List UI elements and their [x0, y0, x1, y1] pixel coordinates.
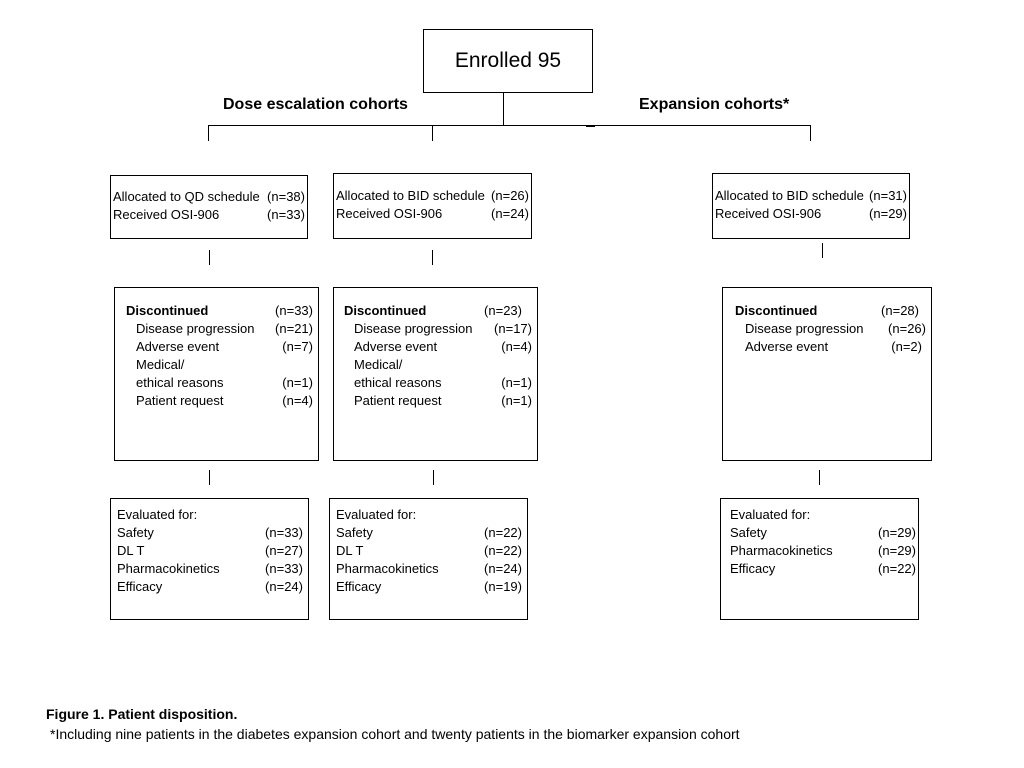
row-label: Medical/ — [136, 357, 185, 372]
connector-exp-disc-to-eval — [819, 470, 820, 485]
figure-caption-title: Figure 1. Patient disposition. — [46, 706, 238, 722]
reason-row — [344, 356, 532, 374]
connector-bid-disc-to-eval — [433, 470, 434, 485]
row-value: (n=29) — [878, 525, 916, 540]
row-label: Safety — [117, 525, 154, 540]
row-label: Pharmacokinetics — [336, 561, 439, 576]
reason-row — [126, 356, 313, 374]
reason-row — [344, 374, 532, 392]
discontinued-header — [735, 302, 926, 320]
row-label: Efficacy — [730, 561, 776, 576]
enrolled-label: Enrolled 95 — [454, 49, 562, 72]
row-label: DL T — [336, 543, 364, 558]
allocation-box-qd — [110, 175, 308, 239]
evaluated-row — [117, 578, 303, 596]
allocation-row — [113, 206, 305, 224]
connector-branch-qd — [208, 125, 209, 141]
row-value: (n=31) — [869, 188, 907, 203]
connector-enrolled-down — [503, 93, 504, 126]
reason-row — [126, 374, 313, 392]
row-value: (n=2) — [891, 339, 922, 354]
row-label: Disease progression — [745, 321, 864, 336]
reason-row — [126, 320, 313, 338]
evaluated-row — [336, 560, 522, 578]
row-label: Adverse event — [745, 339, 829, 354]
row-value: (n=29) — [869, 206, 907, 221]
connector-branch-tick — [586, 126, 595, 127]
row-label: Received OSI-906 — [113, 207, 220, 222]
row-label: Evaluated for: — [730, 507, 811, 522]
allocation-row — [715, 187, 907, 205]
row-label: Pharmacokinetics — [730, 543, 833, 558]
evaluated-header — [730, 506, 916, 524]
row-value: (n=22) — [484, 525, 522, 540]
reason-row — [344, 392, 532, 410]
row-label: Safety — [336, 525, 373, 540]
row-label: Adverse event — [136, 339, 220, 354]
expansion-cohorts-label: Expansion cohorts* — [639, 96, 790, 113]
row-label: Efficacy — [117, 579, 163, 594]
row-value: (n=33) — [265, 525, 303, 540]
row-label: Medical/ — [354, 357, 403, 372]
row-value: (n=28) — [881, 303, 919, 318]
discontinued-header — [344, 302, 532, 320]
figure-caption-note: *Including nine patients in the diabetes expansion cohort and twenty patients in the biomarker expansion cohort — [50, 726, 740, 742]
row-value: (n=33) — [275, 303, 313, 318]
evaluated-header — [117, 506, 303, 524]
discontinued-header — [126, 302, 313, 320]
discontinued-box-qd — [114, 287, 319, 461]
row-value: (n=22) — [878, 561, 916, 576]
dose-escalation-label: Dose escalation cohorts — [223, 96, 408, 113]
enrolled-box — [423, 29, 593, 93]
row-value: (n=19) — [484, 579, 522, 594]
row-label: Safety — [730, 525, 767, 540]
reason-row — [344, 338, 532, 356]
row-label: Efficacy — [336, 579, 382, 594]
evaluated-row — [730, 542, 916, 560]
evaluated-row — [117, 560, 303, 578]
row-value: (n=1) — [501, 393, 532, 408]
allocation-row — [336, 205, 529, 223]
row-label: Adverse event — [354, 339, 438, 354]
evaluated-row — [336, 578, 522, 596]
allocation-row — [113, 188, 305, 206]
row-label: Discontinued — [344, 303, 427, 318]
row-value: (n=17) — [494, 321, 532, 336]
row-value: (n=29) — [878, 543, 916, 558]
row-value: (n=23) — [484, 303, 522, 318]
row-value: (n=7) — [282, 339, 313, 354]
allocation-box-bid — [333, 173, 532, 239]
row-label: Disease progression — [136, 321, 255, 336]
row-value: (n=24) — [265, 579, 303, 594]
reason-row — [735, 338, 926, 356]
row-label: DL T — [117, 543, 145, 558]
row-value: (n=26) — [491, 188, 529, 203]
row-label: Discontinued — [126, 303, 209, 318]
reason-row — [126, 338, 313, 356]
evaluated-box-bid — [329, 498, 528, 620]
row-label: Patient request — [136, 393, 224, 408]
row-value: (n=1) — [501, 375, 532, 390]
evaluated-row — [336, 524, 522, 542]
row-value: (n=24) — [484, 561, 522, 576]
row-label: ethical reasons — [354, 375, 442, 390]
row-value: (n=4) — [282, 393, 313, 408]
allocation-row — [715, 205, 907, 223]
row-label: Received OSI-906 — [715, 206, 822, 221]
row-value: (n=27) — [265, 543, 303, 558]
row-value: (n=1) — [282, 375, 313, 390]
discontinued-box-expansion — [722, 287, 932, 461]
connector-qd-alloc-to-disc — [209, 250, 210, 265]
connector-qd-disc-to-eval — [209, 470, 210, 485]
evaluated-row — [117, 524, 303, 542]
connector-branch-bid — [432, 125, 433, 141]
discontinued-box-bid — [333, 287, 538, 461]
evaluated-header — [336, 506, 522, 524]
row-value: (n=33) — [265, 561, 303, 576]
allocation-row — [336, 187, 529, 205]
connector-bid-alloc-to-disc — [432, 250, 433, 265]
row-value: (n=38) — [267, 189, 305, 204]
row-value: (n=33) — [267, 207, 305, 222]
row-value: (n=26) — [888, 321, 926, 336]
row-label: ethical reasons — [136, 375, 224, 390]
row-value: (n=24) — [491, 206, 529, 221]
row-label: Patient request — [354, 393, 442, 408]
evaluated-row — [730, 524, 916, 542]
evaluated-box-qd — [110, 498, 309, 620]
row-label: Evaluated for: — [336, 507, 417, 522]
row-label: Evaluated for: — [117, 507, 198, 522]
connector-branch-horizontal — [208, 125, 811, 126]
connector-exp-alloc-to-disc — [822, 243, 823, 258]
allocation-box-expansion — [712, 173, 910, 239]
row-label: Discontinued — [735, 303, 818, 318]
row-label: Allocated to BID schedule — [336, 188, 485, 203]
connector-branch-expansion — [810, 125, 811, 141]
evaluated-box-expansion — [720, 498, 919, 620]
row-value: (n=22) — [484, 543, 522, 558]
reason-row — [735, 320, 926, 338]
row-label: Pharmacokinetics — [117, 561, 220, 576]
row-label: Allocated to BID schedule — [715, 188, 864, 203]
row-label: Allocated to QD schedule — [113, 189, 260, 204]
row-value: (n=4) — [501, 339, 532, 354]
evaluated-row — [730, 560, 916, 578]
reason-row — [126, 392, 313, 410]
row-label: Received OSI-906 — [336, 206, 443, 221]
reason-row — [344, 320, 532, 338]
row-label: Disease progression — [354, 321, 473, 336]
row-value: (n=21) — [275, 321, 313, 336]
evaluated-row — [117, 542, 303, 560]
evaluated-row — [336, 542, 522, 560]
